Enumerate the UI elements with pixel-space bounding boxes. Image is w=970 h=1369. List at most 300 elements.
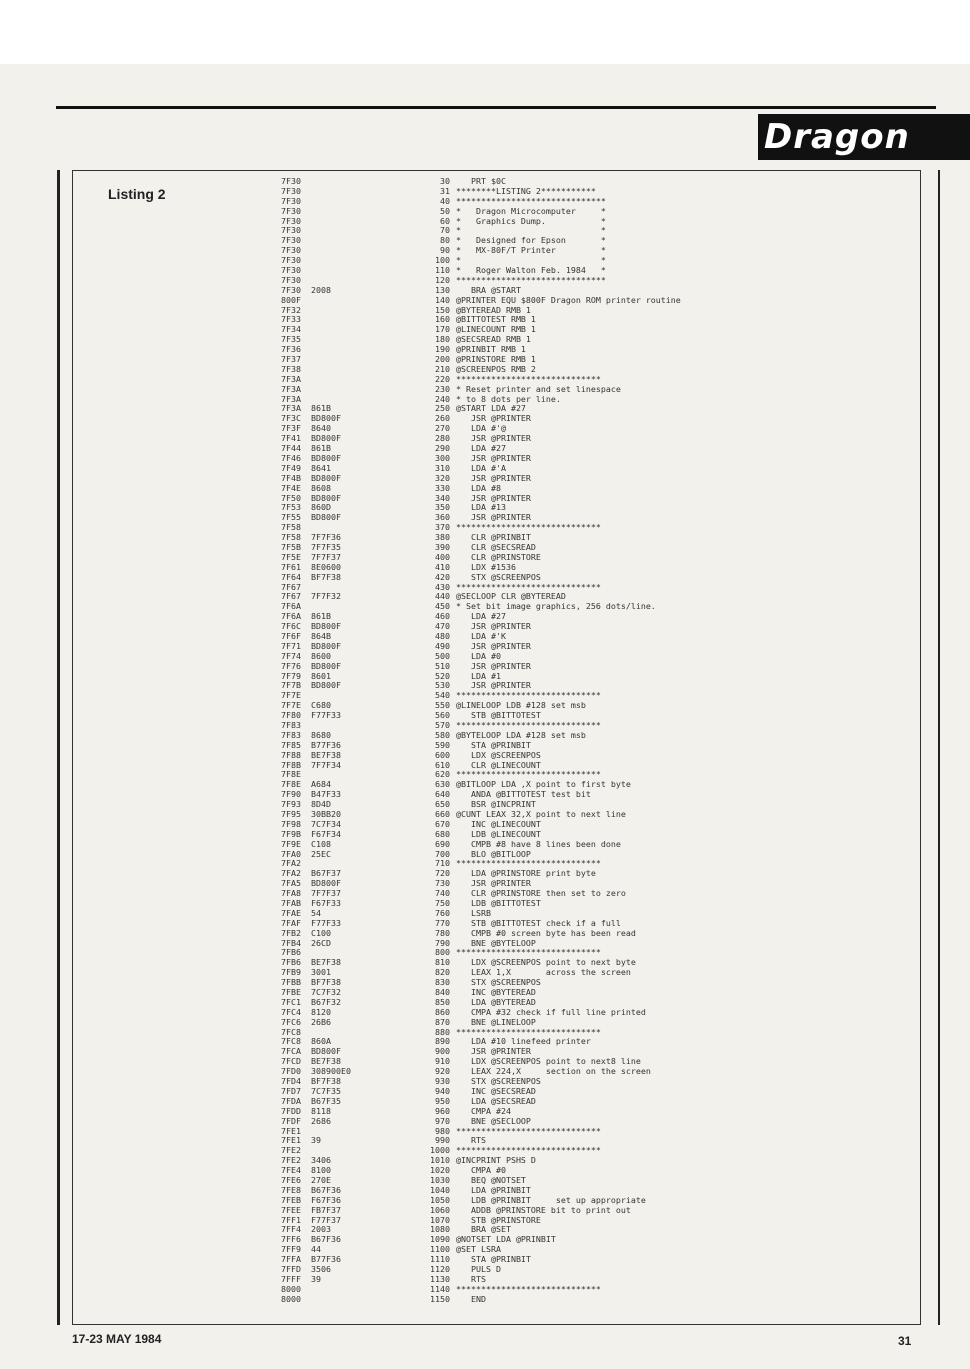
code-object (311, 296, 422, 306)
code-object: B77F36 (311, 1254, 341, 1265)
code-object: 7C7F35 (311, 1085, 341, 1096)
code-line-number: 570 (435, 719, 450, 730)
code-line-number: 920 (435, 1066, 450, 1077)
code-line-number: 140 (435, 294, 450, 305)
code-object (311, 325, 422, 335)
code-address: 7F34 (281, 324, 301, 335)
code-address: 7F32 (281, 304, 301, 315)
code-address: 7F58 (281, 522, 301, 533)
code-address: 800F (281, 294, 301, 305)
code-source: @START LDA #27 (456, 403, 526, 414)
code-address: 7F7E (281, 690, 301, 701)
code-source: ***************************** (456, 1125, 601, 1136)
code-source: CMPB #0 screen byte has been read (456, 927, 636, 938)
code-address: 7F8E (281, 779, 301, 790)
code-line-number: 760 (435, 907, 450, 918)
code-address: 7FFA (281, 1254, 301, 1265)
code-address: 7F37 (281, 354, 301, 365)
code-object: B67F36 (311, 1184, 341, 1195)
code-source: BSR @INCPRINT (456, 799, 536, 810)
code-source: @PRINTER EQU $800F Dragon ROM printer routine (456, 294, 681, 305)
code-address: 7F30 (281, 235, 301, 246)
code-object (311, 1127, 422, 1137)
code-object: BD800F (311, 878, 341, 889)
code-line-number: 320 (435, 472, 450, 483)
code-source: ********LISTING 2*********** (456, 185, 596, 196)
code-line-number: 370 (435, 522, 450, 533)
code-source: LEAX 1,X across the screen (456, 967, 631, 978)
code-source: STB @BITTOTEST (456, 710, 541, 721)
code-line-number: 1030 (430, 1174, 450, 1185)
code-object: 2003 (311, 1224, 331, 1235)
code-line-number: 740 (435, 888, 450, 899)
code-object: F77F33 (311, 710, 341, 721)
code-address: 7FDA (281, 1095, 301, 1106)
code-object: B47F33 (311, 789, 341, 800)
code-line-number: 870 (435, 1016, 450, 1027)
code-address: 7FE6 (281, 1174, 301, 1185)
code-line-number: 460 (435, 611, 450, 622)
code-object: 30BB20 (311, 809, 341, 819)
code-address: 7F67 (281, 581, 301, 592)
code-object: B67F37 (311, 868, 341, 879)
code-line-number: 590 (435, 739, 450, 750)
code-object: BD800F (311, 512, 341, 523)
code-object (311, 365, 422, 375)
code-address: 7F90 (281, 789, 301, 800)
code-line-number: 900 (435, 1046, 450, 1057)
code-address: 7FCA (281, 1046, 301, 1057)
code-address: 7F3A (281, 403, 301, 414)
code-source: ***************************** (456, 522, 601, 533)
code-address: 7FAB (281, 898, 301, 909)
code-address: 7FA8 (281, 888, 301, 899)
section-banner: Dragon (758, 114, 970, 160)
code-address: 7F30 (281, 284, 301, 295)
code-line-number: 290 (435, 443, 450, 454)
code-object: BD800F (311, 413, 341, 424)
code-object: 861B (311, 403, 331, 414)
code-object (311, 355, 422, 365)
code-source: ***************************** (456, 719, 601, 730)
code-address: 7F7E (281, 700, 301, 711)
code-object: F67F34 (311, 828, 341, 839)
code-object: C108 (311, 838, 331, 849)
code-object: BD800F (311, 640, 341, 651)
code-line-number: 850 (435, 996, 450, 1007)
code-object: B67F32 (311, 996, 341, 1007)
code-source: LDB @BITTOTEST (456, 898, 541, 909)
code-address: 7F38 (281, 363, 301, 374)
code-line-number: 540 (435, 690, 450, 701)
code-object: B67F36 (311, 1234, 341, 1245)
code-object: A684 (311, 779, 331, 790)
code-source: LDA #0 (456, 650, 501, 661)
code-source: @BYTEREAD RMB 1 (456, 304, 531, 315)
code-source: ***************************** (456, 947, 601, 958)
code-source: LDA #'@ (456, 423, 506, 434)
code-line-number: 110 (435, 265, 450, 276)
code-line-number: 860 (435, 1006, 450, 1017)
code-source: JSR @PRINTER (456, 640, 531, 651)
code-line-number: 1000 (430, 1145, 450, 1156)
code-line-number: 490 (435, 640, 450, 651)
code-source: LDB @LINECOUNT (456, 828, 541, 839)
code-object: 44 (311, 1244, 321, 1255)
frame-right-rule (938, 170, 940, 1325)
code-address: 7F64 (281, 571, 301, 582)
code-source: ***************************** (456, 690, 601, 701)
code-line-number: 250 (435, 403, 450, 414)
code-source: JSR @PRINTER (456, 452, 531, 463)
code-object (311, 236, 422, 246)
code-object: 3506 (311, 1263, 331, 1274)
code-object (311, 385, 422, 395)
code-line-number: 200 (435, 354, 450, 365)
code-source: LDX @SCREENPOS (456, 749, 541, 760)
code-address: 7FEE (281, 1204, 301, 1215)
code-address: 7FE1 (281, 1125, 301, 1136)
code-address: 7F67 (281, 591, 301, 602)
code-object: B67F35 (311, 1095, 341, 1106)
code-address: 7FCD (281, 1056, 301, 1067)
code-line-number: 700 (435, 848, 450, 859)
code-address: 7F9E (281, 838, 301, 849)
code-address: 7F46 (281, 452, 301, 463)
code-source: * Reset printer and set linespace (456, 383, 621, 394)
code-object: 8640 (311, 423, 331, 434)
code-source: JSR @PRINTER (456, 680, 531, 691)
code-line-number: 1140 (430, 1283, 450, 1294)
code-address: 7FBE (281, 987, 301, 998)
code-line-number: 1090 (430, 1234, 450, 1245)
code-source: ***************************** (456, 1026, 601, 1037)
code-address: 7F4E (281, 482, 301, 493)
code-source: STB @PRINSTORE (456, 1214, 541, 1225)
code-object (311, 1295, 422, 1305)
code-object: 270E (311, 1174, 331, 1185)
code-line-number: 990 (435, 1135, 450, 1146)
code-line-number: 270 (435, 423, 450, 434)
code-source: LDA #1 (456, 670, 501, 681)
code-line (281, 1295, 681, 1305)
code-address: 7F5E (281, 551, 301, 562)
code-source: @BYTELOOP LDA #128 set msb (456, 729, 586, 740)
code-object: 861B (311, 443, 331, 454)
code-line-number: 810 (435, 957, 450, 968)
code-object: 7C7F32 (311, 987, 341, 998)
code-line-number: 500 (435, 650, 450, 661)
code-source: LDA #'A (456, 462, 506, 473)
code-source: * Dragon Microcomputer * (456, 205, 606, 216)
code-source: INC @LINECOUNT (456, 818, 541, 829)
code-object: 8680 (311, 729, 331, 740)
code-line-number: 480 (435, 630, 450, 641)
code-line-number: 350 (435, 502, 450, 513)
code-address: 7F30 (281, 225, 301, 236)
code-line-number: 380 (435, 532, 450, 543)
code-address: 7F53 (281, 502, 301, 513)
code-source: BLO @BITLOOP (456, 848, 531, 859)
code-line-number: 930 (435, 1076, 450, 1087)
code-source: @BITTOTEST RMB 1 (456, 314, 536, 325)
code-source: BNE @SECLOOP (456, 1115, 531, 1126)
code-line-number: 710 (435, 858, 450, 869)
code-address: 7F3A (281, 373, 301, 384)
code-source: STX @SCREENPOS (456, 571, 541, 582)
code-line-number: 960 (435, 1105, 450, 1116)
code-object: 8641 (311, 462, 331, 473)
code-source: JSR @PRINTER (456, 492, 531, 503)
code-source: INC @BYTEREAD (456, 987, 536, 998)
code-address: 7FB2 (281, 927, 301, 938)
code-source: CLR @PRINSTORE then set to zero (456, 888, 626, 899)
code-source: CMPA #32 check if full line printed (456, 1006, 646, 1017)
code-address: 7F50 (281, 492, 301, 503)
code-source: ***************************** (456, 1283, 601, 1294)
code-address: 7F55 (281, 512, 301, 523)
code-object: 860D (311, 502, 331, 513)
code-source: JSR @PRINTER (456, 621, 531, 632)
code-object: 7F7F32 (311, 591, 341, 602)
code-address: 7F41 (281, 433, 301, 444)
code-line-number: 430 (435, 581, 450, 592)
code-object: 7F7F36 (311, 532, 341, 543)
code-line-number: 940 (435, 1085, 450, 1096)
code-line-number: 650 (435, 799, 450, 810)
code-line-number: 1060 (430, 1204, 450, 1215)
code-source: RTS (456, 1135, 486, 1146)
code-line-number: 300 (435, 452, 450, 463)
code-line-number: 170 (435, 324, 450, 335)
code-object: 8120 (311, 1006, 331, 1017)
code-line-number: 420 (435, 571, 450, 582)
code-address: 7FBB (281, 977, 301, 988)
code-object: 861B (311, 611, 331, 622)
code-line-number: 340 (435, 492, 450, 503)
code-line-number: 510 (435, 660, 450, 671)
code-address: 7FFF (281, 1273, 301, 1284)
code-source: LDA #27 (456, 443, 506, 454)
code-line-number: 690 (435, 838, 450, 849)
code-source: ***************************** (456, 858, 601, 869)
code-object: 8601 (311, 670, 331, 681)
code-source: LDX @SCREENPOS point to next byte (456, 957, 636, 968)
code-address: 7F83 (281, 729, 301, 740)
code-address: 7F4B (281, 472, 301, 483)
code-object: BD800F (311, 452, 341, 463)
code-object: BF7F38 (311, 571, 341, 582)
code-address: 7F6A (281, 611, 301, 622)
code-object (311, 306, 422, 316)
code-object: B77F36 (311, 739, 341, 750)
code-source: @LINELOOP LDB #128 set msb (456, 700, 586, 711)
code-address: 7F76 (281, 660, 301, 671)
code-object (311, 345, 422, 355)
code-line-number: 230 (435, 383, 450, 394)
code-source: * MX-80F/T Printer * (456, 245, 606, 256)
code-object: 7F7F35 (311, 541, 341, 552)
code-address: 7F35 (281, 334, 301, 345)
code-object (311, 226, 422, 236)
code-object: 7F7F37 (311, 888, 341, 899)
code-source: BNE @LINELOOP (456, 1016, 536, 1027)
code-address: 7FAE (281, 907, 301, 918)
code-object (311, 375, 422, 385)
code-line-number: 1020 (430, 1165, 450, 1176)
code-source: * * (456, 225, 606, 236)
page-number: 31 (898, 1334, 912, 1348)
code-address: 7F6F (281, 630, 301, 641)
code-source: LDX @SCREENPOS point to next8 line (456, 1056, 641, 1067)
code-line-number: 660 (435, 809, 450, 819)
code-source: @NOTSET LDA @PRINBIT (456, 1234, 556, 1245)
code-object: BD800F (311, 472, 341, 483)
code-line-number: 330 (435, 482, 450, 493)
code-object: 7F7F37 (311, 551, 341, 562)
code-source: LDX #1536 (456, 561, 516, 572)
code-line-number: 220 (435, 373, 450, 384)
code-address: 7FA0 (281, 848, 301, 859)
code-address: 7F3C (281, 413, 301, 424)
code-address: 7FA2 (281, 858, 301, 869)
code-line-number: 560 (435, 710, 450, 721)
code-line-number: 800 (435, 947, 450, 958)
code-address: 7FF9 (281, 1244, 301, 1255)
code-address: 7FC6 (281, 1016, 301, 1027)
code-address: 7FC4 (281, 1006, 301, 1017)
code-source: ***************************** (456, 769, 601, 780)
code-object (311, 315, 422, 325)
code-address: 7FEB (281, 1194, 301, 1205)
code-address: 7F8E (281, 769, 301, 780)
code-object: 7F7F34 (311, 759, 341, 770)
code-object: C100 (311, 927, 331, 938)
code-source: BRA @SET (456, 1224, 511, 1235)
code-source: * * (456, 255, 606, 266)
code-object (311, 335, 422, 345)
code-line-number: 640 (435, 789, 450, 800)
code-line-number: 450 (435, 601, 450, 612)
code-source: JSR @PRINTER (456, 512, 531, 523)
code-object: BD800F (311, 680, 341, 691)
code-address: 7F71 (281, 640, 301, 651)
code-line-number: 100 (435, 255, 450, 266)
code-source: JSR @PRINTER (456, 413, 531, 424)
code-line-number: 820 (435, 967, 450, 978)
code-address: 7F80 (281, 710, 301, 721)
code-address: 7FB6 (281, 947, 301, 958)
code-source: LDA @PRINBIT (456, 1184, 531, 1195)
code-source: JSR @PRINTER (456, 472, 531, 483)
code-source: STA @PRINBIT (456, 739, 531, 750)
code-address: 7F3F (281, 423, 301, 434)
code-source: JSR @PRINTER (456, 1046, 531, 1057)
code-line-number: 240 (435, 393, 450, 404)
code-source: LDA @SECSREAD (456, 1095, 536, 1106)
code-line-number: 1130 (430, 1273, 450, 1284)
code-object: 308900E0 (311, 1066, 351, 1077)
code-address: 7F93 (281, 799, 301, 810)
code-line-number: 410 (435, 561, 450, 572)
code-line-number: 830 (435, 977, 450, 988)
code-line-number: 400 (435, 551, 450, 562)
code-line-number: 160 (435, 314, 450, 325)
code-source: LDA #'K (456, 630, 506, 641)
code-object: BE7F38 (311, 957, 341, 968)
code-source: @SECLOOP CLR @BYTEREAD (456, 591, 566, 602)
code-line-number: 210 (435, 363, 450, 374)
code-address: 7F30 (281, 205, 301, 216)
code-source: JSR @PRINTER (456, 433, 531, 444)
code-line-number: 520 (435, 670, 450, 681)
code-address: 7F85 (281, 739, 301, 750)
code-object: 39 (311, 1273, 321, 1284)
code-address: 7F3A (281, 383, 301, 394)
code-object: 860A (311, 1036, 331, 1047)
code-line-number: 30 (440, 176, 450, 186)
code-source: LDA #27 (456, 611, 506, 622)
code-source: * Set bit image graphics, 256 dots/line. (456, 601, 656, 612)
code-address: 7F30 (281, 215, 301, 226)
code-object: BE7F38 (311, 749, 341, 760)
code-address: 7F49 (281, 462, 301, 473)
code-source: CLR @SECSREAD (456, 541, 536, 552)
code-address: 7FF6 (281, 1234, 301, 1245)
code-line-number: 730 (435, 878, 450, 889)
code-source: @SCREENPOS RMB 2 (456, 363, 536, 374)
code-object: BD800F (311, 621, 341, 632)
code-source: LDA @BYTEREAD (456, 996, 536, 1007)
code-source: RTS (456, 1273, 486, 1284)
code-address: 7F33 (281, 314, 301, 325)
code-source: @PRINBIT RMB 1 (456, 344, 526, 355)
code-object: BF7F38 (311, 1076, 341, 1087)
code-address: 7FFD (281, 1263, 301, 1274)
code-object: BF7F38 (311, 977, 341, 988)
code-address: 8000 (281, 1283, 301, 1294)
code-address: 7FF4 (281, 1224, 301, 1235)
code-source: CLR @PRINBIT (456, 532, 531, 543)
code-line-number: 1120 (430, 1263, 450, 1274)
code-source: @SECSREAD RMB 1 (456, 334, 531, 345)
code-address: 7F6C (281, 621, 301, 632)
code-source: PRT $0C (456, 176, 506, 186)
code-address: 7F3A (281, 393, 301, 404)
code-address: 7F8B (281, 759, 301, 770)
code-address: 7F95 (281, 809, 301, 819)
code-line-number: 950 (435, 1095, 450, 1106)
code-address: 7FC8 (281, 1036, 301, 1047)
code-address: 7F36 (281, 344, 301, 355)
code-line-number: 610 (435, 759, 450, 770)
code-object: BD800F (311, 660, 341, 671)
code-source: CMPA #24 (456, 1105, 511, 1116)
code-line-number: 70 (440, 225, 450, 236)
code-line-number: 1080 (430, 1224, 450, 1235)
code-address: 7FF1 (281, 1214, 301, 1225)
code-object (311, 217, 422, 227)
code-line-number: 600 (435, 749, 450, 760)
code-line-number: 1150 (430, 1293, 450, 1304)
code-object (311, 246, 422, 256)
code-address: 7F30 (281, 195, 301, 206)
code-line-number: 1110 (430, 1254, 450, 1265)
code-source: CMPA #0 (456, 1165, 506, 1176)
code-object (311, 1285, 422, 1295)
code-address: 7FB6 (281, 957, 301, 968)
code-source: ***************************** (456, 1145, 601, 1156)
